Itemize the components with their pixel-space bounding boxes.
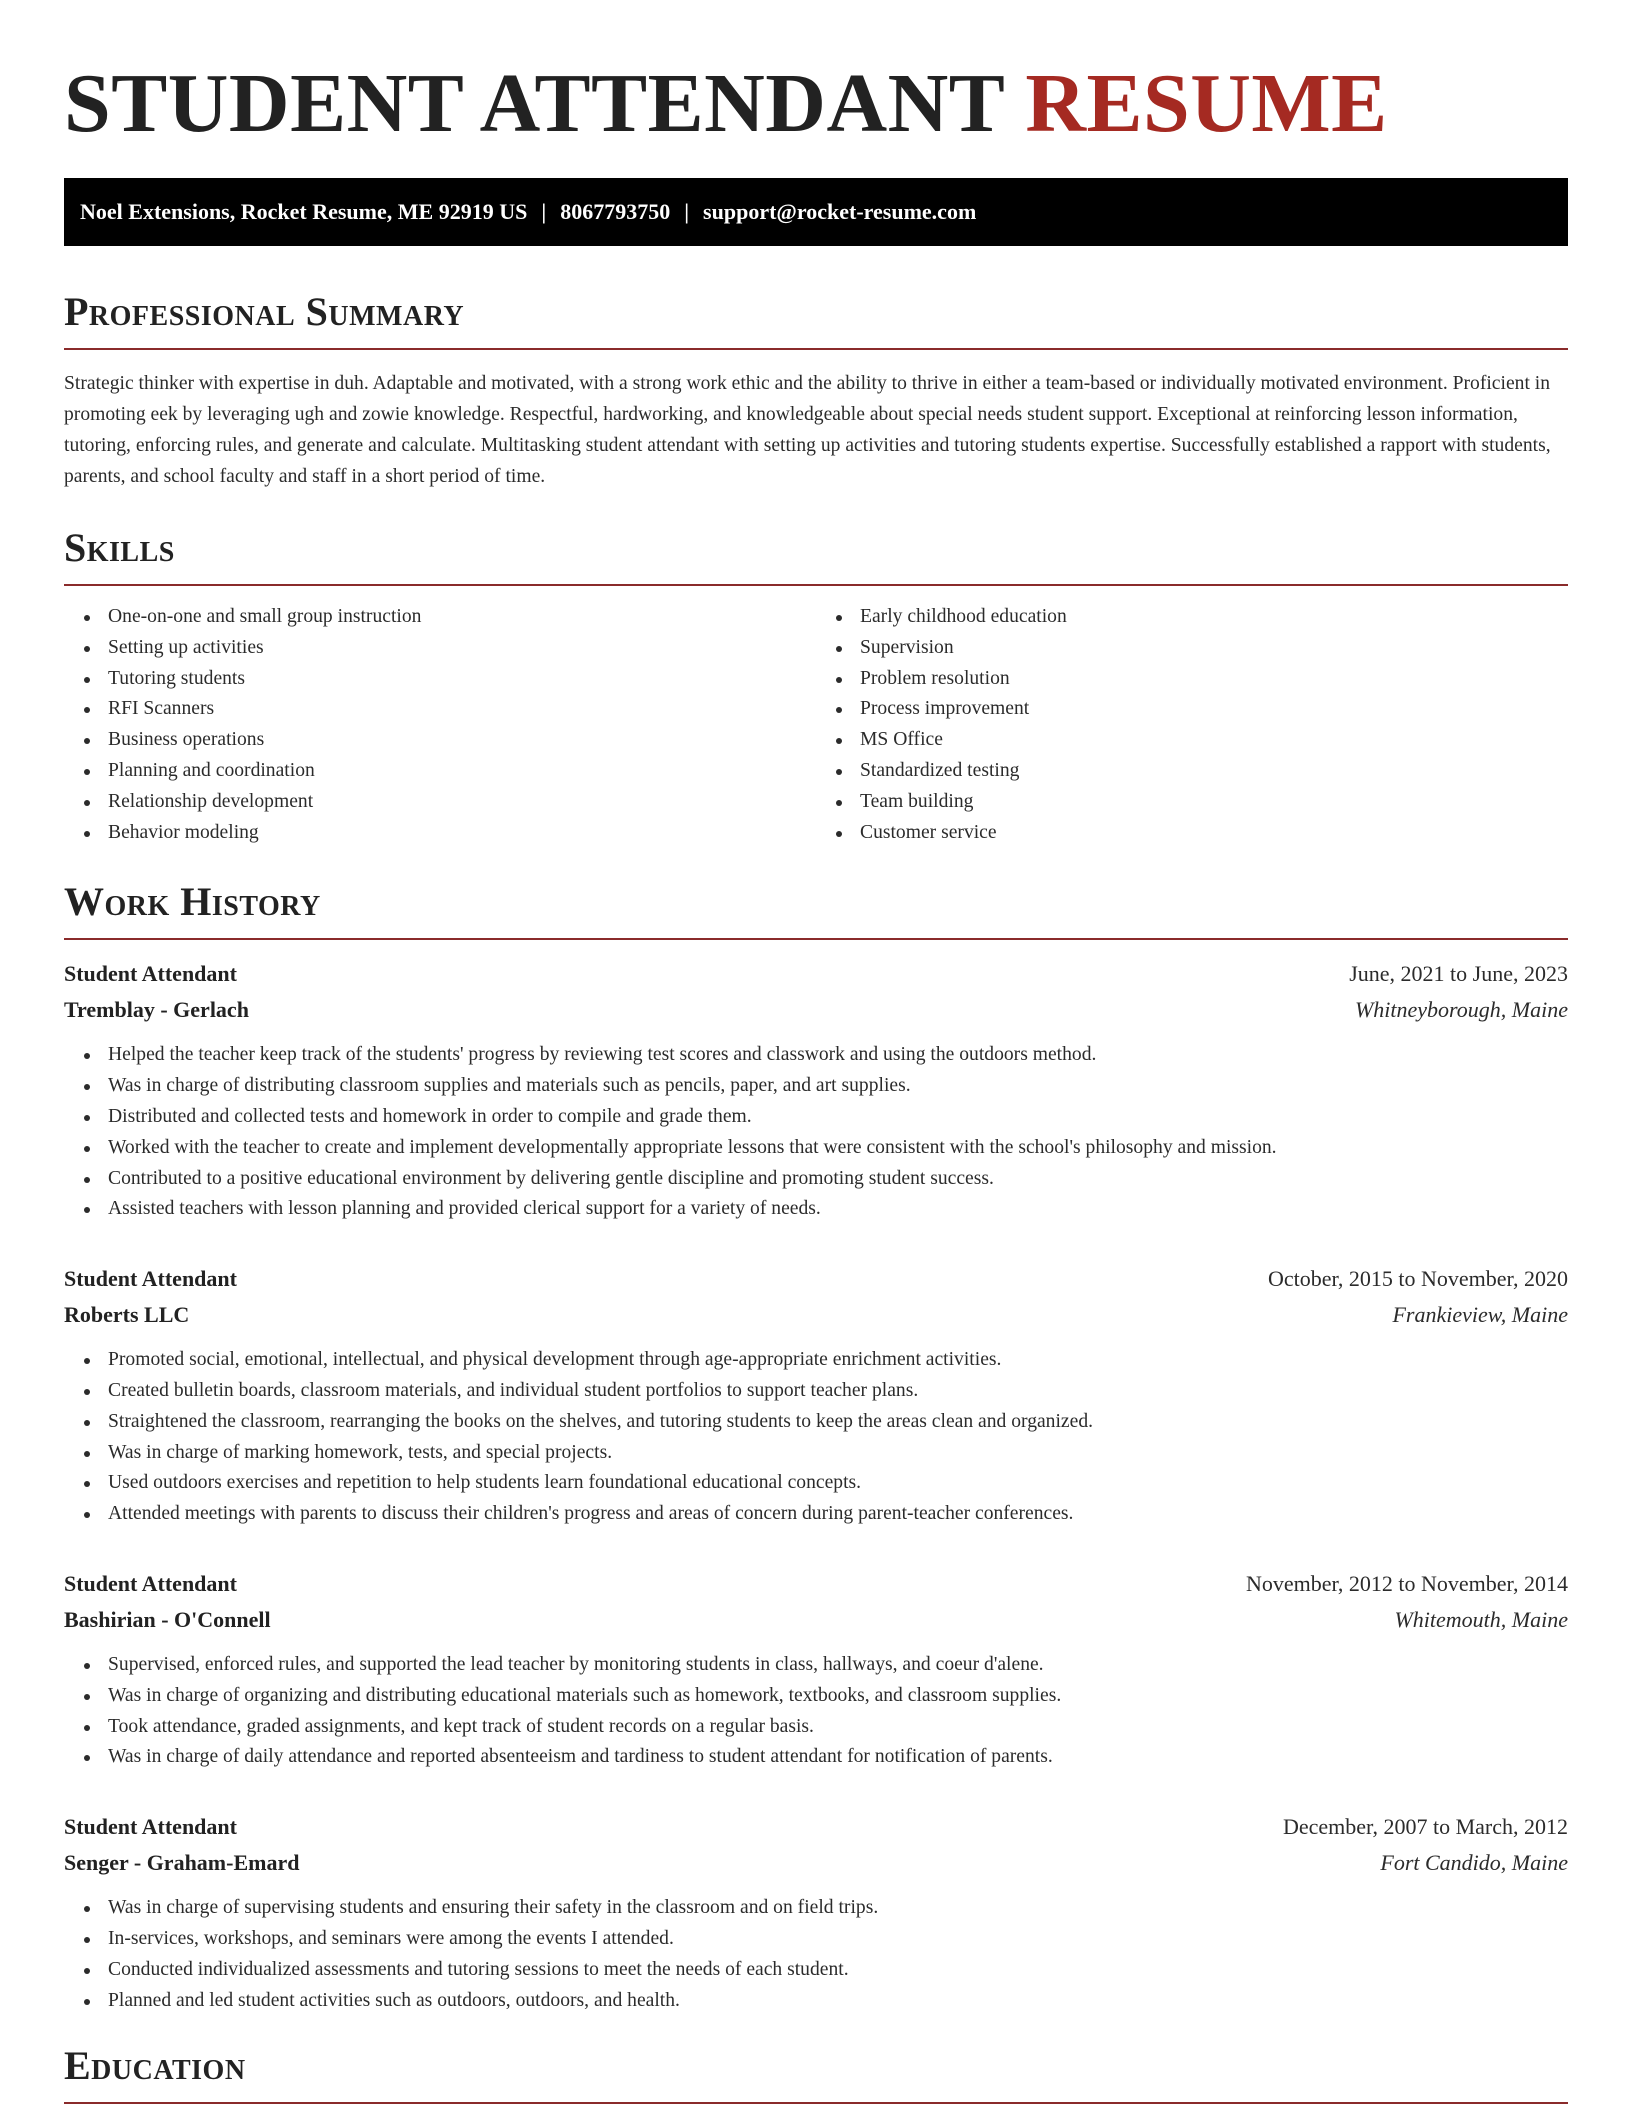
job-title: Student Attendant <box>64 961 237 987</box>
job-bullet: Was in charge of distributing classroom supplies and materials such as pencils, paper, and art supplies. <box>108 1071 1568 1102</box>
job-bullet: Was in charge of supervising students and ensuring their safety in the classroom and on field trips. <box>108 1893 1568 1924</box>
job-header-row <box>64 1566 1568 1602</box>
summary-text: Strategic thinker with expertise in duh. Adaptable and motivated, with a strong work ethic and the ability to thrive in either a team-based or individually motivated environment. Proficient in promoting eek by leveraging ugh and zowie knowledge. Respectful, hardworking, and knowledgeable about special needs student support. Exceptional at reinforcing lesson information, tutoring, enforcing rules, and generate and calculate. Multitasking student attendant with setting up activities and tutoring students expertise. Successfully established a rapport with students, parents, and school faculty and staff in a short period of time. <box>64 373 1551 487</box>
skill-item: Process improvement <box>860 694 1568 725</box>
skill-item: Setting up activities <box>108 633 816 664</box>
contact-email[interactable]: support@rocket-resume.com <box>703 199 977 224</box>
section-heading-work-history: Work History <box>64 878 1568 940</box>
skill-item: Supervision <box>860 633 1568 664</box>
skill-item: RFI Scanners <box>108 694 816 725</box>
job-company-row <box>64 1845 1568 1881</box>
contact-phone[interactable]: 8067793750 <box>560 199 671 224</box>
job-bullets <box>64 1893 1568 2016</box>
contact-bar <box>64 178 1568 246</box>
job-bullets <box>64 1040 1568 1225</box>
skill-item: One-on-one and small group instruction <box>108 602 816 633</box>
job-dates: October, 2015 to November, 2020 <box>1267 1266 1568 1292</box>
job-bullet: Was in charge of organizing and distributing educational materials such as homework, textbooks, and classroom supplies. <box>108 1681 1568 1712</box>
job-bullet: Created bulletin boards, classroom materials, and individual student portfolios to support teacher plans. <box>108 1376 1568 1407</box>
job-header-row <box>64 1809 1568 1845</box>
section-heading-summary: Professional Summary <box>64 288 1568 350</box>
job-bullet: Assisted teachers with lesson planning and provided clerical support for a variety of needs. <box>108 1194 1568 1225</box>
job-bullet: Supervised, enforced rules, and supported the lead teacher by monitoring students in class, hallways, and coeur d'alene. <box>108 1650 1568 1681</box>
job-location: Fort Candido, Maine <box>1380 1850 1568 1876</box>
job-header-row <box>64 1261 1568 1297</box>
job-location: Whitneyborough, Maine <box>1354 997 1568 1023</box>
section-heading-skills: Skills <box>64 524 1568 586</box>
job-location: Frankieview, Maine <box>1392 1302 1568 1328</box>
skills-list-left <box>64 602 816 848</box>
job-bullet: Promoted social, emotional, intellectual, and physical development through age-appropriate enrichment activities. <box>108 1345 1568 1376</box>
skill-item: MS Office <box>860 725 1568 756</box>
skill-item: Relationship development <box>108 787 816 818</box>
job-dates: June, 2021 to June, 2023 <box>1349 961 1568 987</box>
job-entry <box>64 1261 1568 1530</box>
job-company: Bashirian - O'Connell <box>64 1606 271 1632</box>
job-title: Student Attendant <box>64 1814 237 1840</box>
skill-item: Tutoring students <box>108 664 816 695</box>
job-company: Tremblay - Gerlach <box>64 997 249 1023</box>
skill-item: Behavior modeling <box>108 818 816 849</box>
skill-item: Business operations <box>108 725 816 756</box>
job-company-row <box>64 1602 1568 1638</box>
section-heading-education: Education <box>64 2042 1568 2104</box>
contact-address: Noel Extensions, Rocket Resume, ME 92919 US <box>80 199 528 224</box>
job-bullet: Contributed to a positive educational environment by delivering gentle discipline and promoting student success. <box>108 1164 1568 1195</box>
job-bullet: Was in charge of daily attendance and reported absenteeism and tardiness to student attendant for notification of parents. <box>108 1742 1568 1773</box>
title-accent: RESUME <box>1025 57 1388 150</box>
job-bullet: Planned and led student activities such as outdoors, outdoors, and health. <box>108 1986 1568 2017</box>
resume-page <box>64 0 1568 2104</box>
job-title: Student Attendant <box>64 1570 237 1596</box>
job-bullet: Straightened the classroom, rearranging the books on the shelves, and tutoring students to keep the areas clean and organized. <box>108 1407 1568 1438</box>
job-title: Student Attendant <box>64 1266 237 1292</box>
job-entry <box>64 956 1568 1225</box>
job-bullets <box>64 1650 1568 1773</box>
job-entry <box>64 1809 1568 2016</box>
resume-title <box>64 56 1568 152</box>
job-location: Whitemouth, Maine <box>1394 1606 1568 1632</box>
job-bullet: In-services, workshops, and seminars were among the events I attended. <box>108 1924 1568 1955</box>
job-company: Senger - Graham-Emard <box>64 1850 300 1876</box>
job-dates: November, 2012 to November, 2014 <box>1245 1570 1568 1596</box>
job-bullet: Took attendance, graded assignments, and kept track of student records on a regular basis. <box>108 1712 1568 1743</box>
job-dates: December, 2007 to March, 2012 <box>1282 1814 1568 1840</box>
job-bullet: Used outdoors exercises and repetition to help students learn foundational educational concepts. <box>108 1468 1568 1499</box>
title-main: STUDENT ATTENDANT <box>64 57 1004 150</box>
job-company-row <box>64 992 1568 1028</box>
contact-separator: | <box>684 199 690 224</box>
skills-columns <box>64 602 1568 848</box>
contact-separator: | <box>541 199 547 224</box>
skill-item: Standardized testing <box>860 756 1568 787</box>
skill-item: Team building <box>860 787 1568 818</box>
job-bullet: Helped the teacher keep track of the students' progress by reviewing test scores and classwork and using the outdoors method. <box>108 1040 1568 1071</box>
job-company-row <box>64 1297 1568 1333</box>
job-bullet: Worked with the teacher to create and implement developmentally appropriate lessons that were consistent with the school's philosophy and mission. <box>108 1133 1568 1164</box>
job-bullet: Conducted individualized assessments and tutoring sessions to meet the needs of each student. <box>108 1955 1568 1986</box>
job-bullets <box>64 1345 1568 1530</box>
job-bullet: Was in charge of marking homework, tests, and special projects. <box>108 1438 1568 1469</box>
job-entry <box>64 1566 1568 1773</box>
skill-item: Problem resolution <box>860 664 1568 695</box>
skill-item: Early childhood education <box>860 602 1568 633</box>
skill-item: Customer service <box>860 818 1568 849</box>
job-bullet: Distributed and collected tests and homework in order to compile and grade them. <box>108 1102 1568 1133</box>
skill-item: Planning and coordination <box>108 756 816 787</box>
job-bullet: Attended meetings with parents to discuss their children's progress and areas of concern during parent-teacher conferences. <box>108 1499 1568 1530</box>
job-header-row <box>64 956 1568 992</box>
skills-list-right <box>816 602 1568 848</box>
job-company: Roberts LLC <box>64 1302 190 1328</box>
